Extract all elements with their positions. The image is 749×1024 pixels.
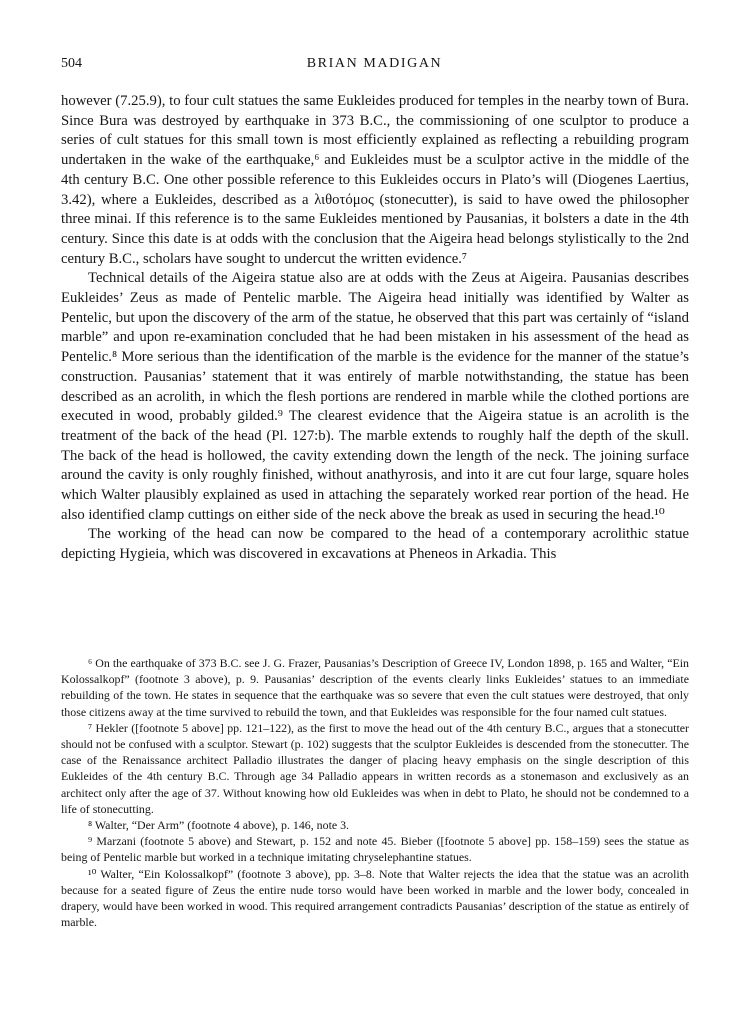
body-paragraph: however (7.25.9), to four cult statues the same Eukleides produced for temples in the nearby town of Bura. Since Bura was destroyed by earthquake in 373 B.C., the commissioning of one sculptor to produce a series of cult statues for this small town is most efficiently explained as reflecting a rebuilding program undertaken in the wake of the earthquake,⁶ and Eukleides must be a sculptor active in the middle of the 4th century B.C. One other possible reference to this Eukleides occurs in Plato’s will (Diogenes Laertius, 3.42), where a Eukleides, described as a λιθοτόμος (stonecutter), is said to have owed the philosopher three minai. If this reference is to the same Eukleides mentioned by Pausanias, it bolsters a date in the 4th century. Since this date is at odds with the conclusion that the Aigeira head belongs stylistically to the 2nd century B.C., scholars have sought to undercut the written evidence.⁷ — [61, 93, 689, 267]
footnote: ⁹ Marzani (footnote 5 above) and Stewart, p. 152 and note 45. Bieber ([footnote 5 above] pp. 158–159) sees the statue as being of Pentelic marble but worked in a technique imitating chryselephantine statues. — [61, 834, 689, 865]
footnote: ⁷ Hekler ([footnote 5 above] pp. 121–122), as the first to move the head out of the 4th century B.C., argues that a stonecutter should not be confused with a sculptor. Stewart (p. 102) suggests that the sculptor Eukleides is descended from the stonecutter. The case of the Renaissance architect Palladio illustrates the danger of placing heavy emphasis on the single description of this Eukleides of the 4th century B.C. Through age 34 Palladio appears in written records as a stonemason and exclusively as an architect only after the age of 37. Without knowing how old Eukleides was when in debt to Plato, he should not be condemned to a life of stonecutting. — [61, 720, 689, 816]
running-title: BRIAN MADIGAN — [306, 56, 443, 71]
body-text — [61, 92, 689, 565]
footnote: ⁶ On the earthquake of 373 B.C. see J. G. Frazer, Pausanias’s Description of Greece IV, London 1898, p. 165 and Walter, “Ein Kolossalkopf” (footnote 3 above), p. 9. Pausanias’ description of the events clearly links Eukleides’ statues to an immediate rebuilding of the town. He states in sequence that the earthquake was so severe that even the cult statues were destroyed, that only those citizens away at the time survived to rebuild the town, and that Eukleides was responsible for the four named cult statues. — [61, 656, 689, 719]
footnote: ⁸ Walter, “Der Arm” (footnote 4 above), p. 146, note 3. — [88, 818, 350, 833]
body-paragraph: Technical details of the Aigeira statue also are at odds with the Zeus at Aigeira. Pausanias describes Eukleides’ Zeus as made of Pentelic marble. The Aigeira head initially was identified by Walter as Pentelic, but upon the discovery of the arm of the statue, he observed that this part was certainly of “island marble” and upon re-examination concluded that he had been mistaken in his assessment of the head as Pentelic.⁸ More serious than the identification of the marble is the evidence for the manner of the statue’s construction. Pausanias’ statement that it was entirely of marble notwithstanding, the statue has been described as an acrolith, in which the flesh portions are rendered in marble while the clothed portions are executed in wood, probably gilded.⁹ The clearest evidence that the Aigeira statue is an acrolith is the treatment of the back of the head (Pl. 127:b). The marble extends to roughly half the depth of the skull. The back of the head is hollowed, the cavity extending down the length of the neck. The joining surface around the cavity is only roughly finished, without anathyrosis, and into it are cut four large, square holes which Walter plausibly explained as used in attaching the separately worked rear portion of the head. He also identified clamp cuttings on either side of the neck above the break as used in securing the head.¹⁰ — [61, 270, 689, 523]
footnotes — [61, 655, 689, 930]
body-paragraph: The working of the head can now be compared to the head of a contemporary acrolithic statue depicting Hygieia, which was discovered in excavations at Pheneos in Arkadia. This — [61, 526, 689, 563]
footnote: ¹⁰ Walter, “Ein Kolossalkopf” (footnote 3 above), pp. 3–8. Note that Walter rejects the idea that the statue was an acrolith because for a seated figure of Zeus the entire nude torso would have been worked in marble and the lower body, concealed in drapery, would have been worked in wood. This required arrangement contradicts Pausanias’ description of the statue as entirely of marble. — [61, 866, 689, 930]
page-number: 504 — [61, 56, 82, 71]
